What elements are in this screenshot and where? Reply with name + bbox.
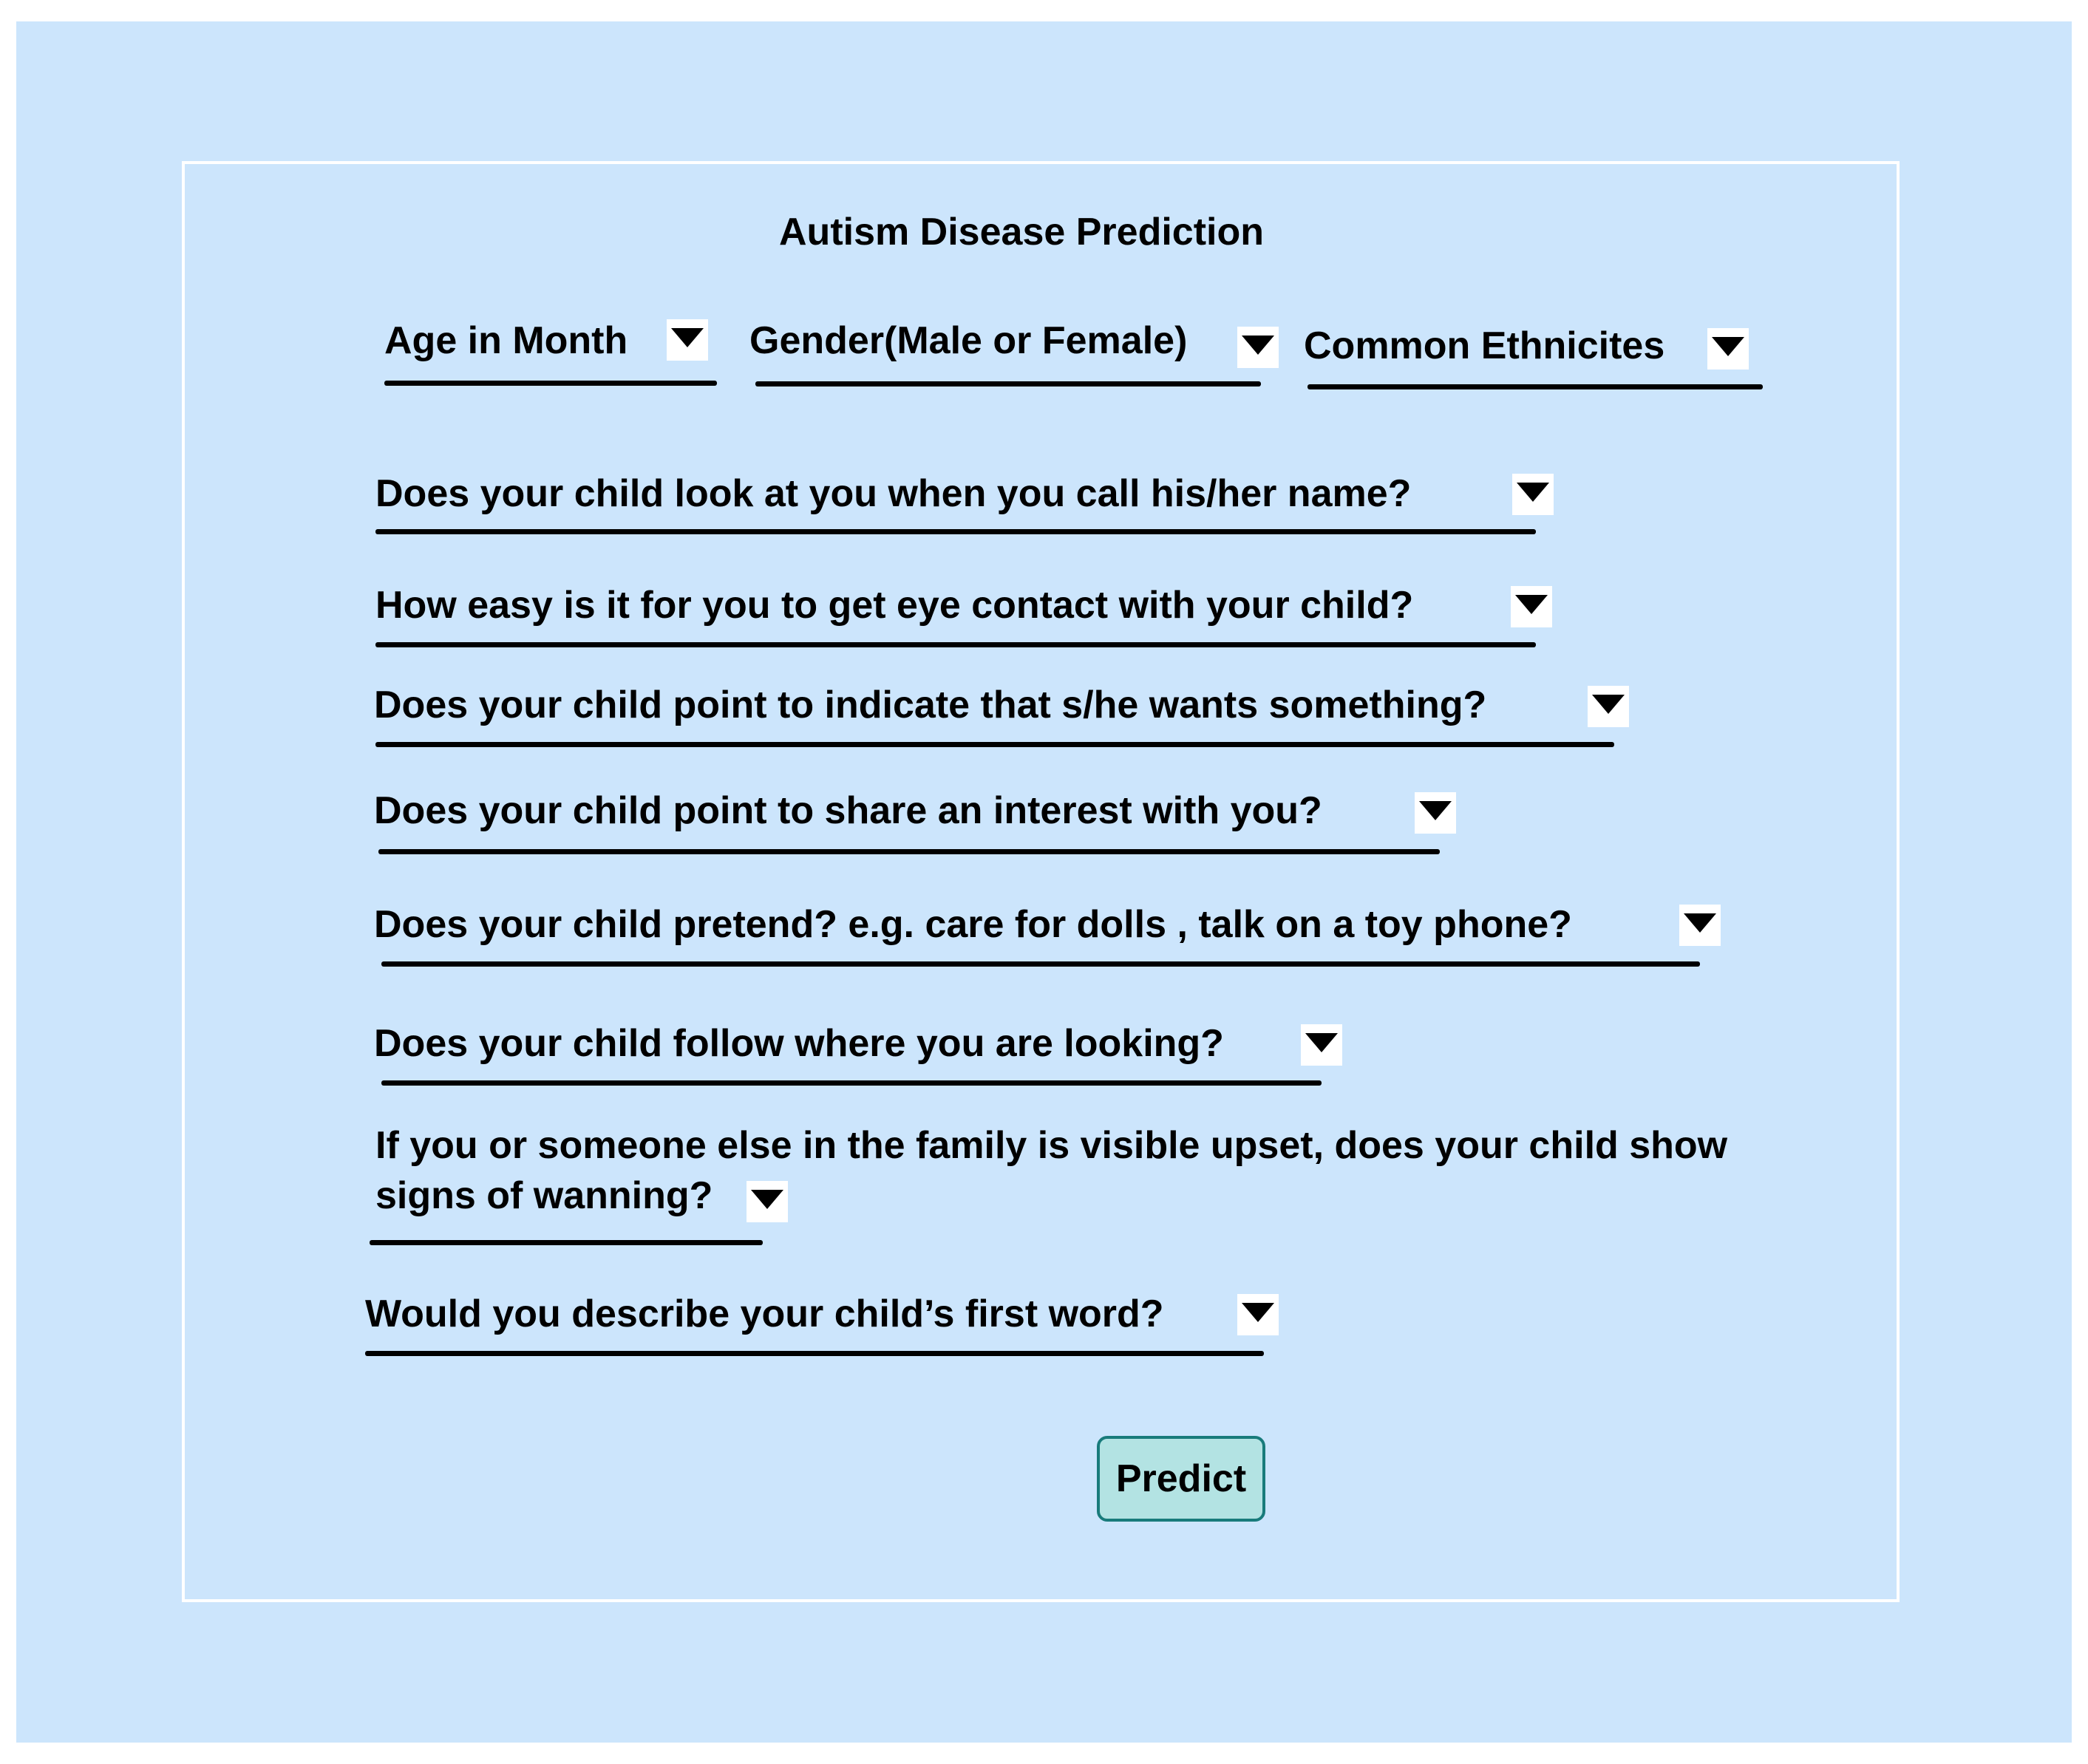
field-underline — [375, 529, 1536, 534]
dropdown-arrow-icon[interactable] — [1588, 686, 1629, 727]
question-first-word-select[interactable] — [365, 1284, 1289, 1358]
question-label: Does your child point to indicate that s/he wants something? — [374, 684, 1487, 726]
question-name-response-select[interactable] — [375, 464, 1558, 538]
question-label: How easy is it for you to get eye contact with your child? — [375, 584, 1414, 627]
field-underline — [365, 1351, 1264, 1356]
page-title: Autism Disease Prediction — [779, 211, 1264, 253]
question-label: Would you describe your child’s first word? — [365, 1293, 1164, 1335]
question-label-line-1: If you or someone else in the family is visible upset, does your child show — [375, 1124, 1728, 1167]
question-upset-worry-select[interactable] — [370, 1120, 1863, 1253]
question-label-line-2: signs of wanning? — [375, 1174, 713, 1217]
dropdown-arrow-icon[interactable] — [1511, 586, 1552, 627]
dropdown-arrow-icon[interactable] — [1512, 474, 1554, 515]
gender-select[interactable] — [749, 314, 1279, 388]
question-label: Does your child pretend? e.g. care for dolls , talk on a toy phone? — [374, 903, 1572, 946]
question-pretend-select[interactable] — [374, 895, 1727, 969]
dropdown-arrow-icon[interactable] — [1301, 1024, 1342, 1066]
field-underline — [370, 1240, 763, 1245]
field-underline — [378, 849, 1440, 854]
predict-button[interactable]: Predict — [1097, 1436, 1265, 1522]
field-underline — [384, 381, 717, 386]
age-in-month-select[interactable] — [384, 314, 717, 388]
age-in-month-label: Age in Month — [384, 319, 628, 362]
question-label: Does your child point to share an interest with you? — [374, 789, 1322, 832]
field-underline — [1307, 384, 1763, 389]
question-eye-contact-select[interactable] — [375, 576, 1558, 650]
dropdown-arrow-icon[interactable] — [1237, 327, 1279, 368]
field-underline — [375, 742, 1614, 747]
common-ethnicities-label: Common Ethnicites — [1304, 324, 1665, 367]
field-underline — [381, 961, 1700, 967]
dropdown-arrow-icon[interactable] — [667, 319, 708, 361]
field-underline — [375, 642, 1536, 647]
question-point-wants-select[interactable] — [374, 675, 1630, 749]
dropdown-arrow-icon[interactable] — [1679, 905, 1721, 946]
gender-label: Gender(Male or Female) — [749, 319, 1188, 362]
dropdown-arrow-icon[interactable] — [1415, 792, 1456, 834]
common-ethnicities-select[interactable] — [1304, 319, 1762, 393]
question-label: Does your child look at you when you call his/her name? — [375, 472, 1412, 515]
field-underline — [755, 381, 1261, 386]
field-underline — [381, 1080, 1322, 1086]
dropdown-arrow-icon[interactable] — [1707, 328, 1749, 370]
dropdown-arrow-icon[interactable] — [1237, 1294, 1279, 1335]
question-label: Does your child follow where you are looking? — [374, 1022, 1224, 1065]
dropdown-arrow-icon[interactable] — [747, 1181, 788, 1222]
question-follow-looking-select[interactable] — [374, 1014, 1409, 1088]
question-share-interest-select[interactable] — [374, 781, 1483, 855]
